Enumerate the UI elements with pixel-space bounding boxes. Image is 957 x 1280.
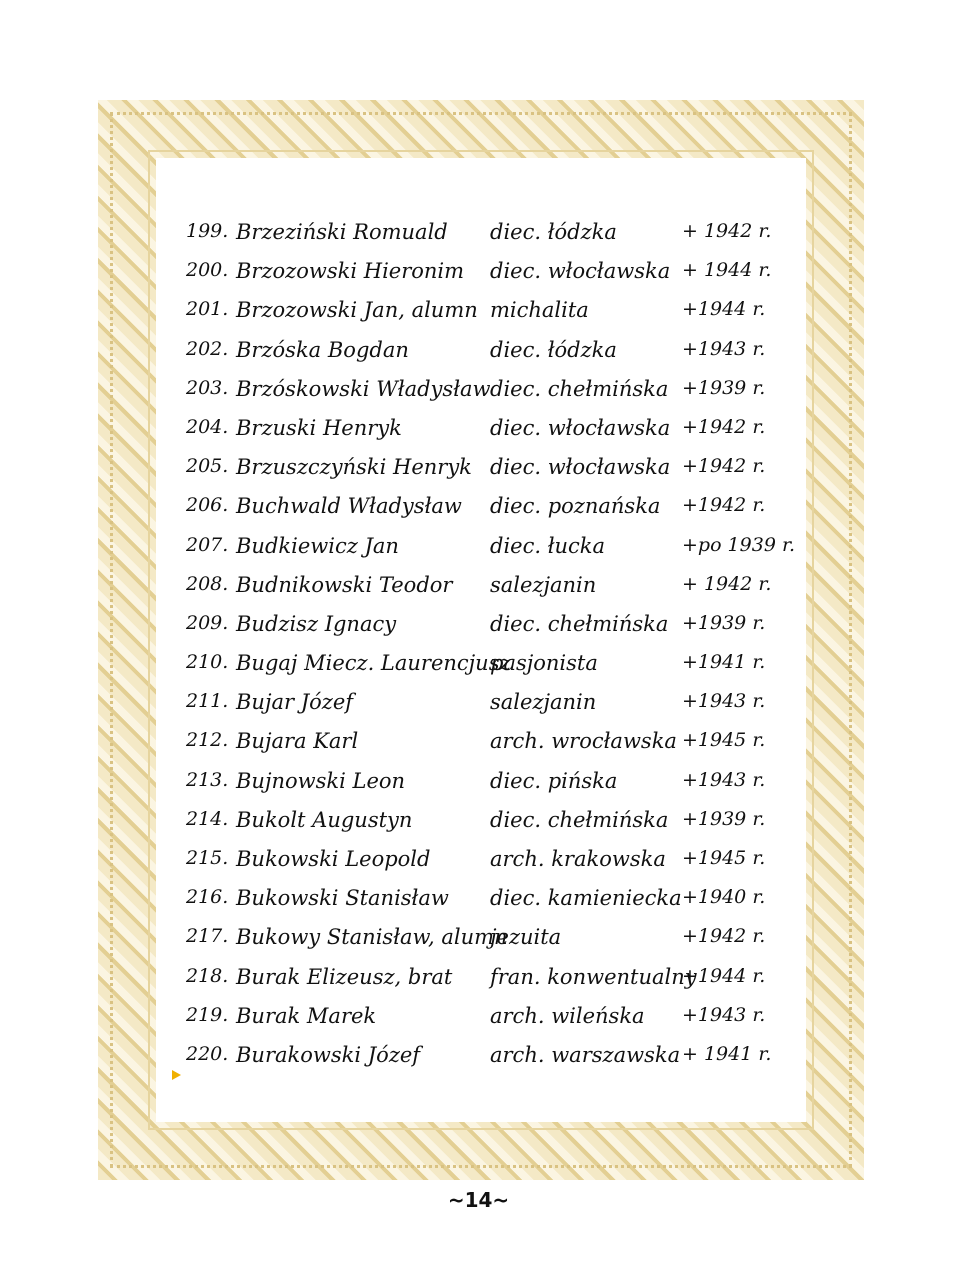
entry-death-year: +1943 r. xyxy=(682,1003,766,1026)
entry-name: Bugaj Miecz. Laurencjusz xyxy=(236,651,511,676)
entry-number: 206. xyxy=(186,494,229,517)
list-item xyxy=(180,565,790,604)
list-item xyxy=(180,369,790,408)
entry-number: 220. xyxy=(186,1042,229,1065)
entry-death-year: +1945 r. xyxy=(682,729,766,752)
entry-death-year: +po 1939 r. xyxy=(682,533,795,556)
entry-number: 204. xyxy=(186,415,229,438)
entry-number: 218. xyxy=(186,964,229,987)
entry-affiliation: diec. włocławska xyxy=(490,259,671,284)
entry-number: 215. xyxy=(186,847,229,869)
entry-number: 219. xyxy=(186,1003,229,1026)
list-item xyxy=(180,643,790,682)
entry-death-year: +1942 r. xyxy=(682,494,766,517)
entry-number: 212. xyxy=(186,729,229,752)
entry-death-year: +1943 r. xyxy=(682,337,766,360)
page-number: ~14~ xyxy=(447,1188,510,1212)
list-item xyxy=(180,212,790,251)
entry-affiliation: arch. wrocławska xyxy=(490,729,677,754)
entry-death-year: +1943 r. xyxy=(682,768,766,791)
entry-number: 216. xyxy=(186,886,229,909)
entry-number: 207. xyxy=(186,533,229,556)
entry-name: Brzóska Bogdan xyxy=(236,337,409,362)
entry-affiliation: jezuita xyxy=(490,925,562,950)
entry-number: 211. xyxy=(186,690,229,713)
entry-death-year: +1942 r. xyxy=(682,455,766,478)
entry-name: Bukowy Stanisław, alumn xyxy=(236,925,508,950)
list-item xyxy=(180,526,795,565)
entry-name: Brzuszczyński Henryk xyxy=(236,455,472,480)
entry-affiliation: arch. wileńska xyxy=(490,1003,645,1028)
entry-affiliation: diec. łucka xyxy=(490,533,606,558)
entry-death-year: +1939 r. xyxy=(682,376,766,399)
entry-name: Bukowski Leopold xyxy=(236,847,431,871)
entry-name: Brzozowski Jan, alumn xyxy=(236,298,478,323)
entry-number: 210. xyxy=(186,651,229,674)
entry-number: 205. xyxy=(186,455,229,478)
entry-affiliation: salezjanin xyxy=(490,572,597,597)
entry-name: Brzuski Henryk xyxy=(236,415,402,440)
entry-name: Bujnowski Leon xyxy=(236,768,406,793)
entry-number: 209. xyxy=(186,611,229,634)
entry-name: Burak Elizeusz, brat xyxy=(236,964,453,989)
entry-number: 199. xyxy=(186,220,229,242)
entry-affiliation: arch. krakowska xyxy=(490,847,666,871)
entry-affiliation: diec. chełmińska xyxy=(490,376,669,401)
list-item xyxy=(180,839,790,878)
entry-name: Brzozowski Hieronim xyxy=(236,259,465,284)
entry-death-year: +1942 r. xyxy=(682,925,766,948)
list-item xyxy=(180,1035,790,1074)
list-item xyxy=(180,996,790,1035)
entry-affiliation: diec. włocławska xyxy=(490,455,671,480)
entry-number: 202. xyxy=(186,337,229,360)
entry-death-year: +1945 r. xyxy=(682,847,766,869)
entry-number: 217. xyxy=(186,925,229,948)
entry-affiliation: michalita xyxy=(490,298,589,323)
entry-death-year: + 1941 r. xyxy=(682,1042,772,1065)
entry-name: Bukolt Augustyn xyxy=(236,807,413,832)
entry-death-year: +1943 r. xyxy=(682,690,766,713)
list-item xyxy=(180,878,790,917)
entry-name: Budzisz Ignacy xyxy=(236,611,397,636)
list-item xyxy=(180,682,790,721)
list-item xyxy=(180,721,790,760)
entry-death-year: +1944 r. xyxy=(682,964,766,987)
list-item xyxy=(180,761,790,800)
entry-death-year: +1944 r. xyxy=(682,298,766,321)
entry-name: Bujara Karl xyxy=(236,729,359,754)
entry-name: Budkiewicz Jan xyxy=(236,533,399,558)
arrow-marker-icon xyxy=(172,1070,181,1080)
entry-name: Brzeziński Romuald xyxy=(236,220,448,244)
entry-death-year: + 1942 r. xyxy=(682,572,772,595)
entry-name: Buchwald Władysław xyxy=(236,494,462,519)
entry-death-year: +1939 r. xyxy=(682,807,766,830)
entry-affiliation: diec. pińska xyxy=(490,768,618,793)
victims-list xyxy=(180,212,795,1074)
list-item xyxy=(180,800,790,839)
entry-number: 200. xyxy=(186,259,229,282)
entry-number: 203. xyxy=(186,376,229,399)
entry-name: Burakowski Józef xyxy=(236,1042,421,1067)
list-item xyxy=(180,251,790,290)
entry-name: Bukowski Stanisław xyxy=(236,886,449,911)
list-item xyxy=(180,330,790,369)
list-item xyxy=(180,604,790,643)
entry-death-year: +1941 r. xyxy=(682,651,766,674)
entry-affiliation: diec. chełmińska xyxy=(490,611,669,636)
entry-affiliation: diec. włocławska xyxy=(490,415,671,440)
entry-affiliation: pasjonista xyxy=(490,651,598,676)
list-item xyxy=(180,917,790,956)
entry-name: Burak Marek xyxy=(236,1003,377,1028)
entry-affiliation: diec. łódzka xyxy=(490,337,617,362)
entry-number: 213. xyxy=(186,768,229,791)
entry-name: Bujar Józef xyxy=(236,690,354,715)
entry-affiliation: diec. łódzka xyxy=(490,220,617,244)
entry-number: 214. xyxy=(186,807,229,830)
entry-death-year: + 1942 r. xyxy=(682,220,772,242)
list-item xyxy=(180,408,790,447)
entry-death-year: + 1944 r. xyxy=(682,259,772,282)
entry-affiliation: diec. poznańska xyxy=(490,494,661,519)
list-item xyxy=(180,447,790,486)
list-item xyxy=(180,486,790,525)
list-item xyxy=(180,957,790,996)
entry-affiliation: diec. chełmińska xyxy=(490,807,669,832)
list-item xyxy=(180,290,790,329)
entry-death-year: +1940 r. xyxy=(682,886,766,909)
entry-affiliation: fran. konwentualny xyxy=(490,964,697,989)
entry-name: Budnikowski Teodor xyxy=(236,572,453,597)
entry-number: 208. xyxy=(186,572,229,595)
entry-affiliation: salezjanin xyxy=(490,690,597,715)
entry-name: Brzóskowski Władysław xyxy=(236,376,491,401)
entry-number: 201. xyxy=(186,298,229,321)
entry-affiliation: diec. kamieniecka xyxy=(490,886,682,911)
entry-death-year: +1942 r. xyxy=(682,415,766,438)
entry-death-year: +1939 r. xyxy=(682,611,766,634)
entry-affiliation: arch. warszawska xyxy=(490,1042,681,1067)
